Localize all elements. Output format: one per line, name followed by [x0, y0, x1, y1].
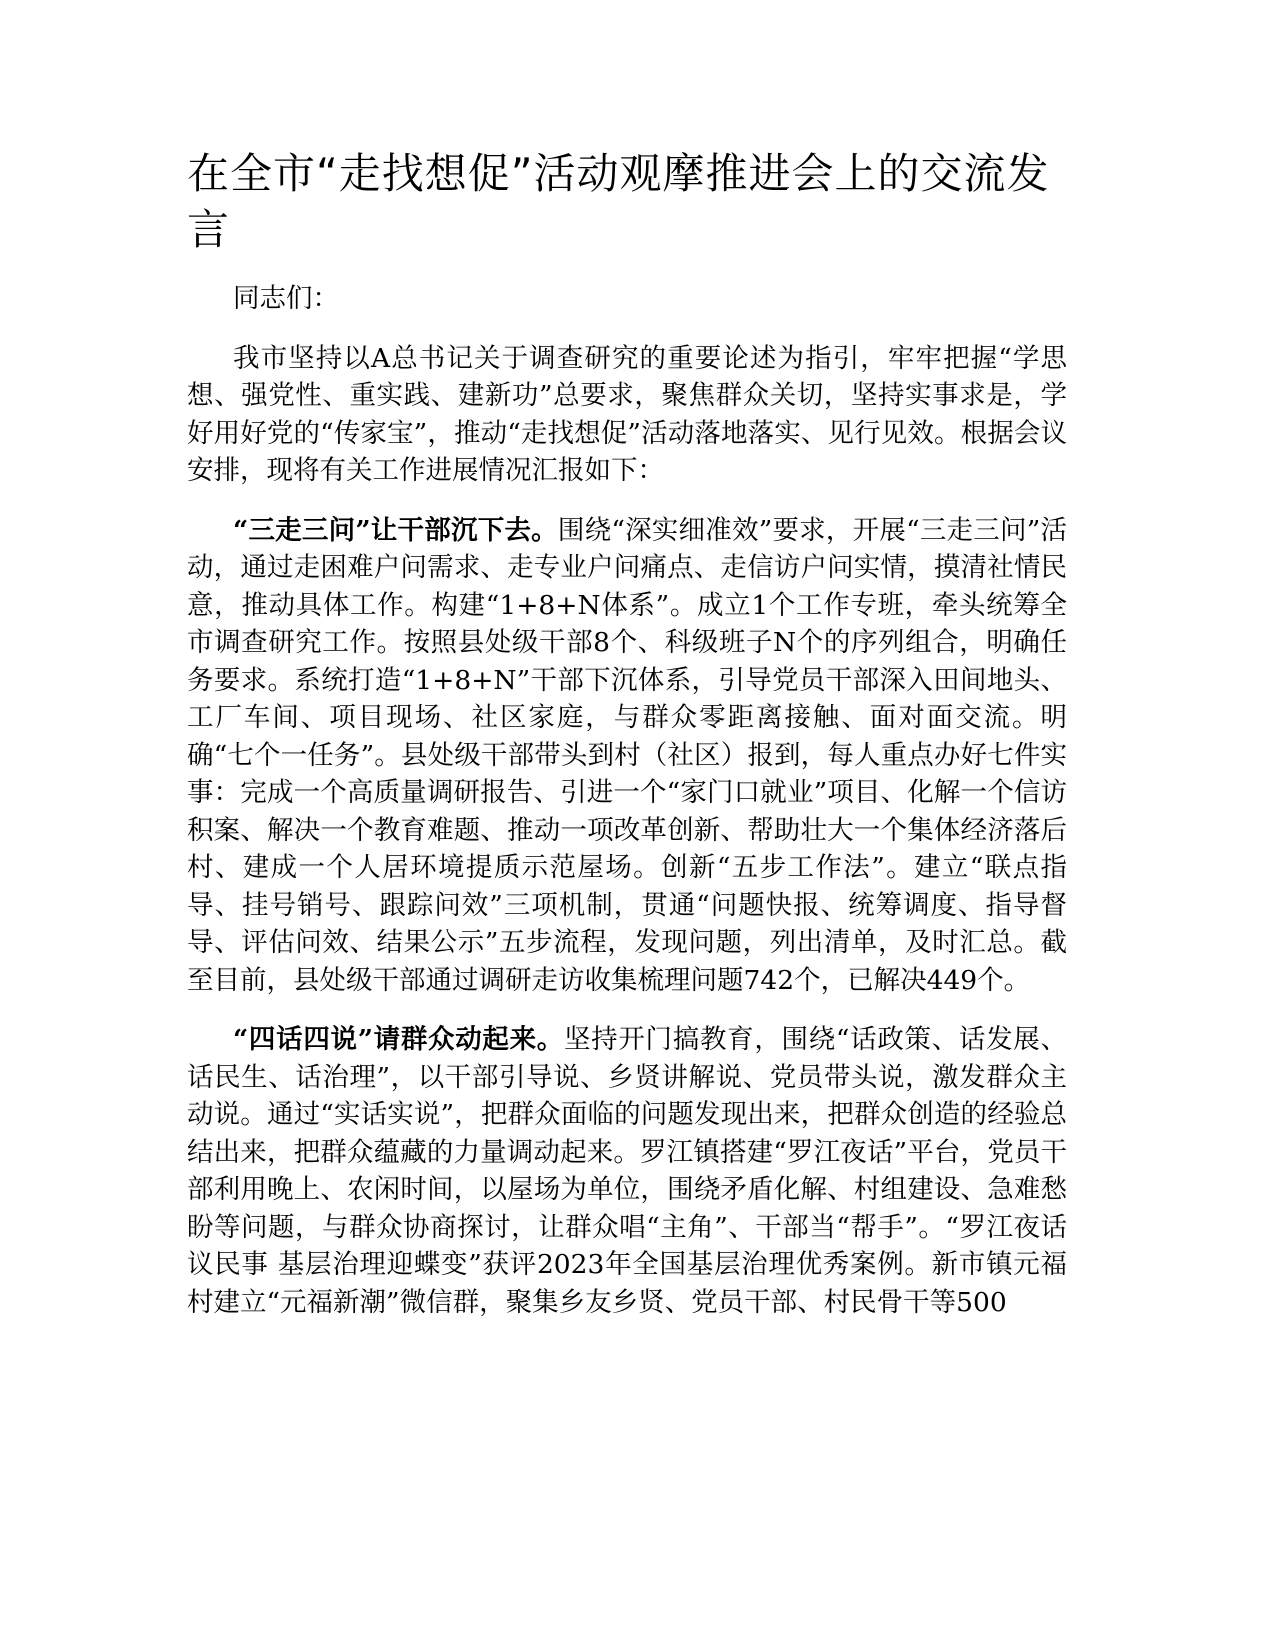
intro-paragraph: 我市坚持以A总书记关于调查研究的重要论述为指引，牢牢把握“学思想、强党性、重实践、建新功”总要求，聚焦群众关切，坚持实事求是，学好用好党的“传家宝”，推动“走找想促”活动落地落实、见行见效。根据会议安排，现将有关工作进展情况汇报如下：	[187, 342, 1067, 486]
section-body-1: 围绕“深实细准效”要求，开展“三走三问”活动，通过走困难户问需求、走专业户问痛点、走信访户问实情，摸清社情民意，推动具体工作。构建“1+8+N体系”。成立1个工作专班，牵头统筹全市调查研究工作。按照县处级干部8个、科级班子N个的序列组合，明确任务要求。系统打造“1+8+N”干部下沉体系，引导党员干部深入田间地头、工厂车间、项目现场、社区家庭，与群众零距离接触、面对面交流。明确“七个一任务”。县处级干部带头到村（社区）报到，每人重点办好七件实事：完成一个高质量调研报告、引进一个“家门口就业”项目、化解一个信访积案、解决一个教育难题、推动一项改革创新、帮助壮大一个集体经济落后村、建成一个人居环境提质示范屋场。创新“五步工作法”。建立“联点指导、挂号销号、跟踪问效”三项机制，贯通“问题快报、统筹调度、指导督导、评估问效、结果公示”五步流程，发现问题，列出清单，及时汇总。截至目前，县处级干部通过调研走访收集梳理问题742个，已解决449个。	[187, 514, 1067, 996]
section-body-2: 坚持开门搞教育，围绕“话政策、话发展、话民生、话治理”，以干部引导说、乡贤讲解说、党员带头说，激发群众主动说。通过“实话实说”，把群众面临的问题发现出来，把群众创造的经验总结出来，把群众蕴藏的力量调动起来。罗江镇搭建“罗江夜话”平台，党员干部利用晚上、农闲时间，以屋场为单位，围绕矛盾化解、村组建设、急难愁盼等问题，与群众协商探讨，让群众唱“主角”、干部当“帮手”。“罗江夜话议民事 基层治理迎蝶变”获评2023年全国基层治理优秀案例。新市镇元福村建立“元福新潮”微信群，聚集乡友乡贤、党员干部、村民骨干等500	[187, 1024, 1067, 1318]
section-paragraph-2	[187, 1021, 1067, 1321]
document-body	[187, 146, 1067, 1321]
section-heading-1: “三走三问”让干部沉下去。	[233, 514, 558, 546]
document-title: 在全市“走找想促”活动观摩推进会上的交流发言	[187, 149, 1050, 254]
section-paragraph-1	[187, 512, 1067, 1000]
section-heading-2: “四话四说”请群众动起来。	[233, 1024, 564, 1055]
greeting: 同志们：	[233, 283, 339, 314]
